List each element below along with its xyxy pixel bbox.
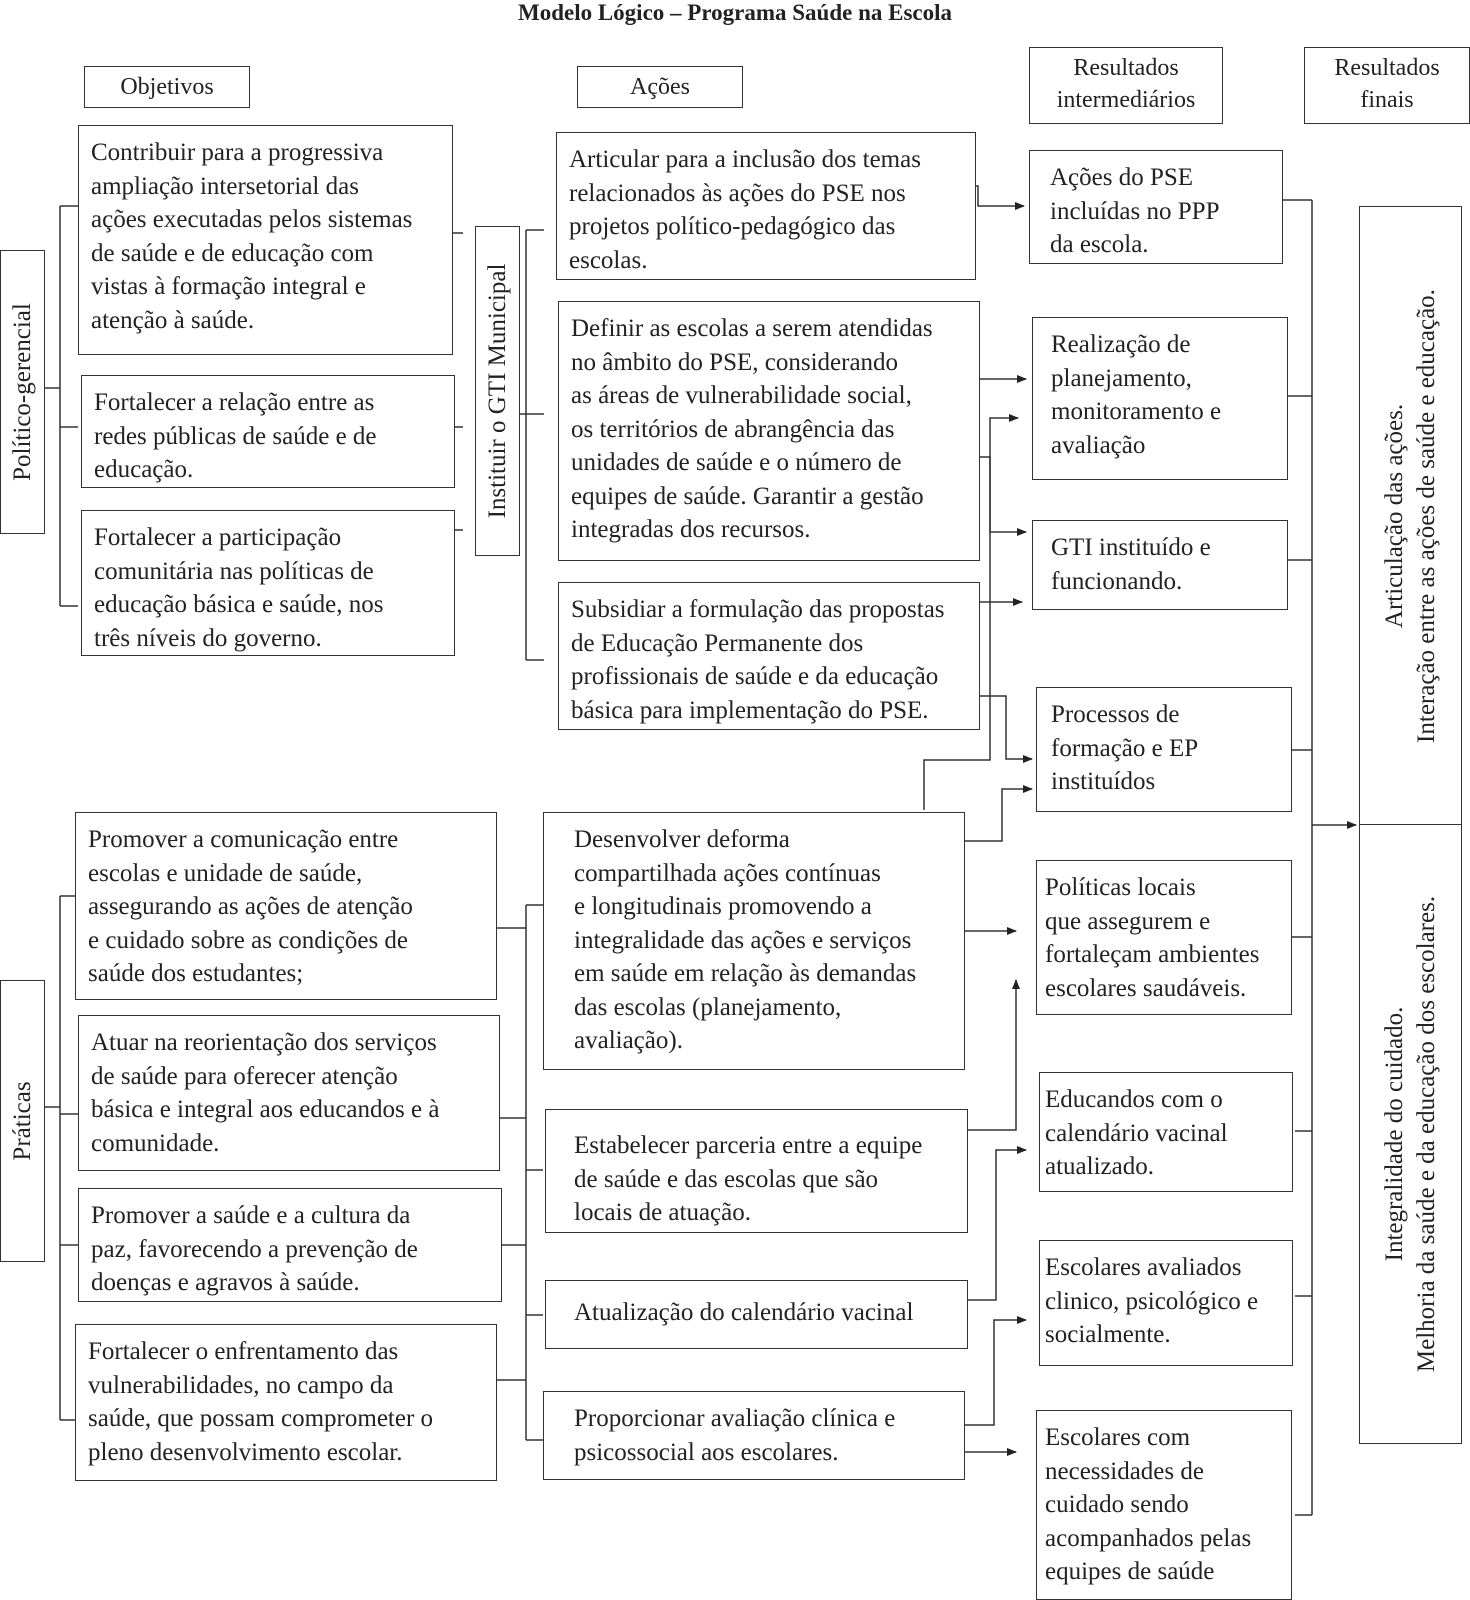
page-title: Modelo Lógico – Programa Saúde na Escola <box>517 0 952 25</box>
gti-municipal-label: Instituir o GTI Municipal <box>483 263 511 519</box>
arrow-acao4-ri4 <box>964 789 1032 841</box>
acao-6: Atualização do calendário vacinal <box>545 1280 968 1349</box>
header-resultados-finais: Resultados finais <box>1304 47 1470 124</box>
resultado-intermediario-1: Ações do PSE incluídas no PPP da escola. <box>1029 150 1283 264</box>
arrow-acao6-ri6 <box>968 1150 1026 1300</box>
acao-1: Articular para a inclusão dos temas relacionados às ações do PSE nos projetos político-pedagógico das escolas. <box>556 132 976 280</box>
line-pg-bracket <box>44 206 78 606</box>
resultado-final-2 <box>1359 824 1462 1444</box>
resultado-final-2-label: Integralidade do cuidado. Melhoria da saúde e da educação dos escolares. <box>1380 895 1440 1373</box>
resultado-intermediario-2: Realização de planejamento, monitoramento e avaliação <box>1032 317 1288 480</box>
objetivo-2: Fortalecer a relação entre as redes públicas de saúde e de educação. <box>81 375 455 488</box>
resultado-intermediario-3: GTI instituído e funcionando. <box>1032 520 1288 610</box>
resultado-final-1-label: Articulação das ações. Interação entre as ações de saúde e educação. <box>1380 288 1440 743</box>
objetivo-1: Contribuir para a progressiva ampliação intersetorial das ações executadas pelos sistemas de saúde e de educação com vistas à formação integral e atenção à saúde. <box>78 125 453 355</box>
objetivo-6: Promover a saúde e a cultura da paz, favorecendo a prevenção de doenças e agravos à saúde. <box>78 1188 502 1302</box>
group-politico-gerencial <box>0 250 45 534</box>
resultado-intermediario-5: Políticas locais que assegurem e fortaleçam ambientes escolares saudáveis. <box>1036 860 1292 1015</box>
acao-3: Subsidiar a formulação das propostas de Educação Permanente dos profissionais de saúde e da educação básica para implementação do PSE. <box>558 582 980 730</box>
objetivo-3: Fortalecer a participação comunitária nas políticas de educação básica e saúde, nos três níveis do governo. <box>81 510 455 656</box>
arrow-acao5-ri5 <box>968 980 1016 1130</box>
acao-5: Estabelecer parceria entre a equipe de saúde e das escolas que são locais de atuação. <box>545 1109 968 1233</box>
line-obj-acoes-pr <box>497 905 543 1440</box>
acao-4: Desenvolver deforma compartilhada ações contínuas e longitudinais promovendo a integralidade das ações e serviços em saúde em relação às demandas das escolas (planejamento, avaliação). <box>543 812 965 1070</box>
group-praticas-label: Práticas <box>8 1081 36 1161</box>
header-objetivos: Objetivos <box>84 66 250 108</box>
header-resultados-intermediarios: Resultados intermediários <box>1029 47 1223 124</box>
resultado-intermediario-7: Escolares avaliados clinico, psicológico e socialmente. <box>1039 1240 1293 1366</box>
acao-7: Proporcionar avaliação clínica e psicossocial aos escolares. <box>543 1391 965 1480</box>
resultado-final-1 <box>1359 206 1462 825</box>
gti-municipal <box>475 226 520 556</box>
objetivo-5: Atuar na reorientação dos serviços de saúde para oferecer atenção básica e integral aos educandos e à comunidade. <box>78 1015 500 1171</box>
group-politico-gerencial-label: Político-gerencial <box>8 303 36 481</box>
resultado-intermediario-4: Processos de formação e EP instituídos <box>1036 687 1292 812</box>
line-pr-bracket <box>44 896 78 1420</box>
arrow-acao7-ri7 <box>964 1320 1026 1425</box>
acao-2: Definir as escolas a serem atendidas no âmbito do PSE, considerando as áreas de vulnerabilidade social, os territórios de abrangência das unidades de saúde e o número de equipes de saúde. Garantir a gestão integradas dos recursos. <box>558 301 980 561</box>
header-acoes: Ações <box>577 66 743 108</box>
objetivo-4: Promover a comunicação entre escolas e unidade de saúde, assegurando as ações de atenção e cuidado sobre as condições de saúde dos estudantes; <box>75 812 497 1000</box>
objetivo-7: Fortalecer o enfrentamento das vulnerabilidades, no campo da saúde, que possam comprometer o pleno desenvolvimento escolar. <box>75 1324 497 1481</box>
group-praticas <box>0 980 45 1262</box>
resultado-intermediario-6: Educandos com o calendário vacinal atualizado. <box>1039 1072 1293 1192</box>
resultado-intermediario-8: Escolares com necessidades de cuidado sendo acompanhados pelas equipes de saúde <box>1036 1410 1292 1600</box>
